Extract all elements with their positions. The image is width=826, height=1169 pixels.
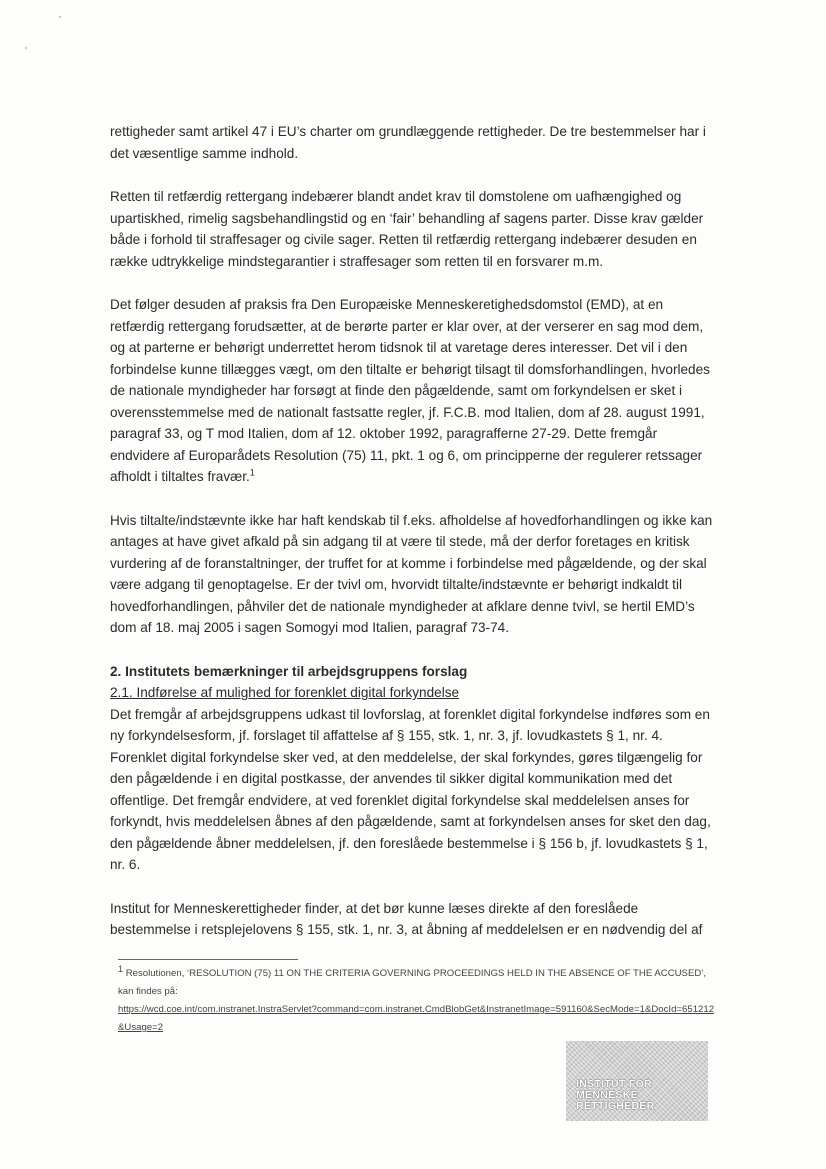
paragraph-3 <box>110 294 720 488</box>
footnote-reference[interactable]: 1 <box>249 467 255 478</box>
paragraph-4: Hvis tiltalte/indstævnte ikke har haft kendskab til f.eks. afholdelse af hovedforhandlingen og ikke kan antages at have givet afkald på sin adgang til at være til stede, må der derfor foretages en kritisk vurdering af de foranstaltninger, der truffet for at komme i forbindelse med pågældende, og der skal være adgang til genoptagelse. Er der tvivl om, hvorvidt tiltalte/indstævnte er behørigt indkaldt til hovedforhandlingen, påhviler det de nationale myndigheder at afklare denne tvivl, se hertil EMD’s dom af 18. maj 2005 i sagen Somogyi mod Italien, paragraf 73-74. <box>110 512 713 635</box>
footnote-link[interactable]: https://wcd.coe.int/com.instranet.InstraServlet?command=com.instranet.CmdBlobGet&InstranetImage=591160&SecMode=1&DocId=651212&Usage=2 <box>118 1004 715 1033</box>
paragraph-3-text: Det følger desuden af praksis fra Den Europæiske Menneskeretighedsdomstol (EMD), at en retfærdig rettergang forudsætter, at de berørte parter er klar over, at der verserer en sag mod dem, og at parterne er behørigt underrettet herom tidsnok til at varetage deres interesser. Det vil i den forbindelse kunne tillægges vægt, om den tiltalte er behørigt tilsagt til domsforhandlingen, hvorledes de nationale myndigheder har forsøgt at finde den pågældende, samt om forkyndelsen er sket i overensstemmelse med de nationalt fastsatte regler, jf. F.C.B. mod Italien, dom af 28. august 1991, paragraf 33, og T mod Italien, dom af 12. oktober 1992, paragrafferne 27-29. Dette fremgår endvidere af Europarådets Resolution (75) 11, pkt. 1 og 6, om principperne der regulerer retssager afholdt i tiltaltes fravær. <box>110 297 710 484</box>
page-body <box>110 121 720 941</box>
footnote-marker: 1 <box>118 963 124 974</box>
scan-speck <box>59 16 61 18</box>
footnote-divider <box>118 959 298 960</box>
section-heading: 2. Institutets bemærkninger til arbejdsgruppens forslag <box>110 663 468 679</box>
footnote <box>118 965 718 1037</box>
paragraph-2: Retten til retfærdig rettergang indebærer blandt andet krav til domstolene om uafhængighed og upartiskhed, rimelig sagsbehandlingstid og en ‘fair’ behandling af sagens parter. Disse krav gælder både i forhold til straffesager og civile sager. Retten til retfærdig rettergang indebærer desuden en række udtrykkelige mindstegarantier i straffesager som retten til en forsvarer m.m. <box>110 189 704 269</box>
logo-line-3: RETTIGHEDER <box>576 1100 655 1112</box>
logo-text <box>576 1079 655 1112</box>
scan-speck <box>25 47 27 49</box>
logo-line-1: INSTITUT FOR <box>576 1078 652 1090</box>
paragraph-6: Institut for Menneskerettigheder finder, at det bør kunne læses direkte af den foreslåede bestemmelse i retsplejelovens § 155, stk. 1, nr. 3, at åbning af meddelelsen er en nødvendig del af <box>110 900 703 937</box>
footnote-body: Resolutionen, ‘RESOLUTION (75) 11 ON THE CRITERIA GOVERNING PROCEEDINGS HELD IN THE ABSENCE OF THE ACCUSED’, kan findes på: <box>118 968 707 997</box>
paragraph-1: rettigheder samt artikel 47 i EU’s charter om grundlæggende rettigheder. De tre bestemmelser har i det væsentlige samme indhold. <box>110 124 706 161</box>
subsection-heading: 2.1. Indførelse af mulighed for forenklet digital forkyndelse <box>110 685 460 700</box>
institute-logo <box>566 1041 708 1121</box>
footnote-text <box>118 965 718 1001</box>
logo-line-2: MENNESKE <box>576 1089 638 1101</box>
paragraph-5: Det fremgår af arbejdsgruppens udkast til lovforslag, at forenklet digital forkyndelse indføres som en ny forkyndelsesform, jf. forslaget til affattelse af § 155, stk. 1, nr. 3, jf. lovudkastets § 1, nr. 4. Forenklet digital forkyndelse sker ved, at den meddelelse, der skal forkyndes, gøres tilgængelig for den pågældende i en digital postkasse, der anvendes til sikker digital kommunikation med det offentlige. Det fremgår endvidere, at ved forenklet digital forkyndelse skal meddelelsen anses for forkyndt, hvis meddelelsen åbnes af den pågældende, samt at forkyndelsen anses for sket den dag, den pågældende åbner meddelelsen, jf. den foreslåede bestemmelse i § 156 b, jf. lovudkastets § 1, nr. 6. <box>110 706 711 872</box>
